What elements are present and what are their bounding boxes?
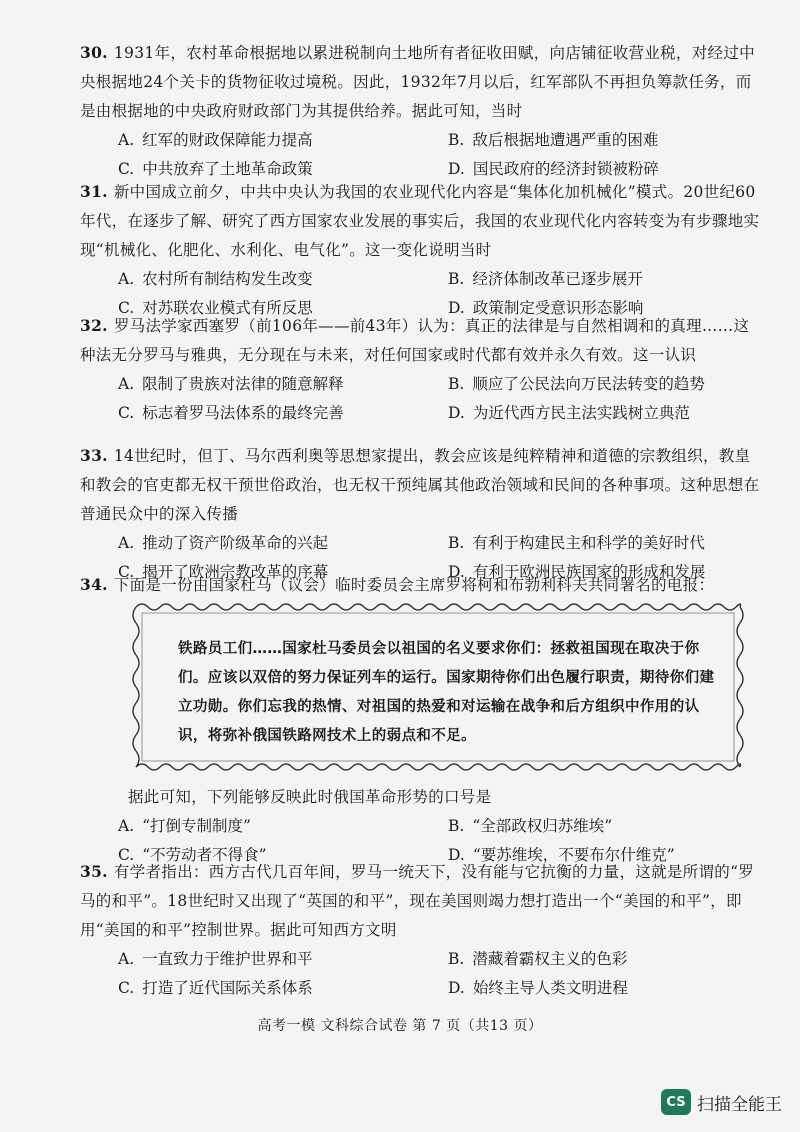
option-d[interactable]: D. 始终主导人类文明进程 <box>448 979 628 997</box>
question-32 <box>80 311 760 428</box>
options <box>80 126 760 184</box>
option-c[interactable]: C. 标志着罗马法体系的最终完善 <box>118 404 344 422</box>
option-b[interactable]: B. “全部政权归苏维埃” <box>448 817 613 835</box>
question-number: 33. <box>80 446 108 465</box>
question-33 <box>80 441 760 587</box>
camscanner-logo-icon: CS <box>661 1089 691 1115</box>
option-c[interactable]: C. 打造了近代国际关系体系 <box>118 979 313 997</box>
option-c[interactable]: C. 中共放弃了土地革命政策 <box>118 160 313 178</box>
question-stem: 33. 14世纪时，但丁、马尔西利奥等思想家提出，教会应该是纯粹精神和道德的宗教组织，教皇和教会的官吏都无权干预世俗政治，也无权干预纯属其他政治领域和民间的各种事项。这种思想在普通民众中的深入传播 <box>80 446 760 523</box>
option-b[interactable]: B. 经济体制改革已逐步展开 <box>448 270 643 288</box>
option-b[interactable]: B. 顺应了公民法向万民法转变的趋势 <box>448 375 705 393</box>
option-d[interactable]: D. “要苏维埃，不要布尔什维克” <box>448 846 675 864</box>
option-a[interactable]: A. 限制了贵族对法律的随意解释 <box>118 375 344 393</box>
question-stem: 35. 有学者指出：西方古代几百年间，罗马一统天下，没有能与它抗衡的力量，这就是所谓的“罗马的和平”。18世纪时又出现了“英国的和平”，现在美国则竭力想打造出一个“美国的和平”，即用“美国的和平”控制世界。据此可知西方文明 <box>80 862 755 939</box>
question-34 <box>80 570 760 600</box>
question-30 <box>80 38 760 184</box>
question-stem: 32. 罗马法学家西塞罗（前106年——前43年）认为：真正的法律是与自然相调和的真理……这种法无分罗马与雅典，无分现在与未来，对任何国家或时代都有效并永久有效。这一认识 <box>80 316 750 364</box>
option-a[interactable]: A. 推动了资产阶级革命的兴起 <box>118 534 329 552</box>
telegram-box <box>130 601 746 773</box>
options <box>80 370 760 428</box>
question-number: 32. <box>80 316 108 335</box>
option-b[interactable]: B. 潜藏着霸权主义的色彩 <box>448 950 628 968</box>
options <box>80 945 760 1003</box>
watermark-text: 扫描全能王 <box>697 1094 782 1115</box>
question-stem: 据此可知，下列能够反映此时俄国革命形势的口号是 <box>128 788 492 806</box>
question-number: 34. <box>80 575 108 594</box>
question-stem: 30. 1931年，农村革命根据地以累进税制向土地所有者征收田赋，向店铺征收营业税，对经过中央根据地24个关卡的货物征收过境税。因此，1932年7月以后，红军部队不再担负筹款任务，而是由根据地的中央政府财政部门为其提供给养。据此可知，当时 <box>80 43 755 120</box>
option-a[interactable]: A. 一直致力于维护世界和平 <box>118 950 313 968</box>
option-a[interactable]: A. 红军的财政保障能力提高 <box>118 131 313 149</box>
question-number: 30. <box>80 43 108 62</box>
question-stem: 34. 下面是一份由国家杜马（议会）临时委员会主席罗将柯和布勃利科夫共同署名的电报： <box>80 575 715 594</box>
option-c[interactable]: C. 对苏联农业模式有所反思 <box>118 299 313 317</box>
option-a[interactable]: A. 农村所有制结构发生改变 <box>118 270 313 288</box>
page-footer: 高考一模 文科综合试卷 第 7 页（共13 页） <box>257 1018 543 1034</box>
question-number: 31. <box>80 182 108 201</box>
question-stem: 31. 新中国成立前夕，中共中央认为我国的农业现代化内容是“集体化加机械化”模式。20世纪60年代，在逐步了解、研究了西方国家农业发展的事实后，我国的农业现代化内容转变为有步骤地实现“机械化、化肥化、水利化、电气化”。这一变化说明当时 <box>80 182 760 259</box>
question-31 <box>80 177 760 323</box>
option-c[interactable]: C. 揭开了欧洲宗教改革的序幕 <box>118 563 329 581</box>
option-a[interactable]: A. “打倒专制制度” <box>118 817 251 835</box>
option-d[interactable]: D. 为近代西方民主法实践树立典范 <box>448 404 690 422</box>
question-35 <box>80 857 760 1003</box>
option-d[interactable]: D. 政策制定受意识形态影响 <box>448 299 644 317</box>
scanner-watermark <box>661 1087 782 1117</box>
telegram-text: 铁路员工们……国家杜马委员会以祖国的名义要求你们：拯救祖国现在取决于你们。应该以双倍的努力保证列车的运行。国家期待你们出色履行职责，期待你们建立功勋。你们忘我的热情、对祖国的热爱和对运输在战争和后方组织中作用的认识，将弥补俄国铁路网技术上的弱点和不足。 <box>178 641 715 744</box>
option-b[interactable]: B. 有利于构建民主和科学的美好时代 <box>448 534 705 552</box>
option-d[interactable]: D. 国民政府的经济封锁被粉碎 <box>448 160 659 178</box>
question-number: 35. <box>80 862 108 881</box>
option-c[interactable]: C. “不劳动者不得食” <box>118 846 267 864</box>
option-b[interactable]: B. 敌后根据地遭遇严重的困难 <box>448 131 659 149</box>
option-d[interactable]: D. 有利于欧洲民族国家的形成和发展 <box>448 563 706 581</box>
